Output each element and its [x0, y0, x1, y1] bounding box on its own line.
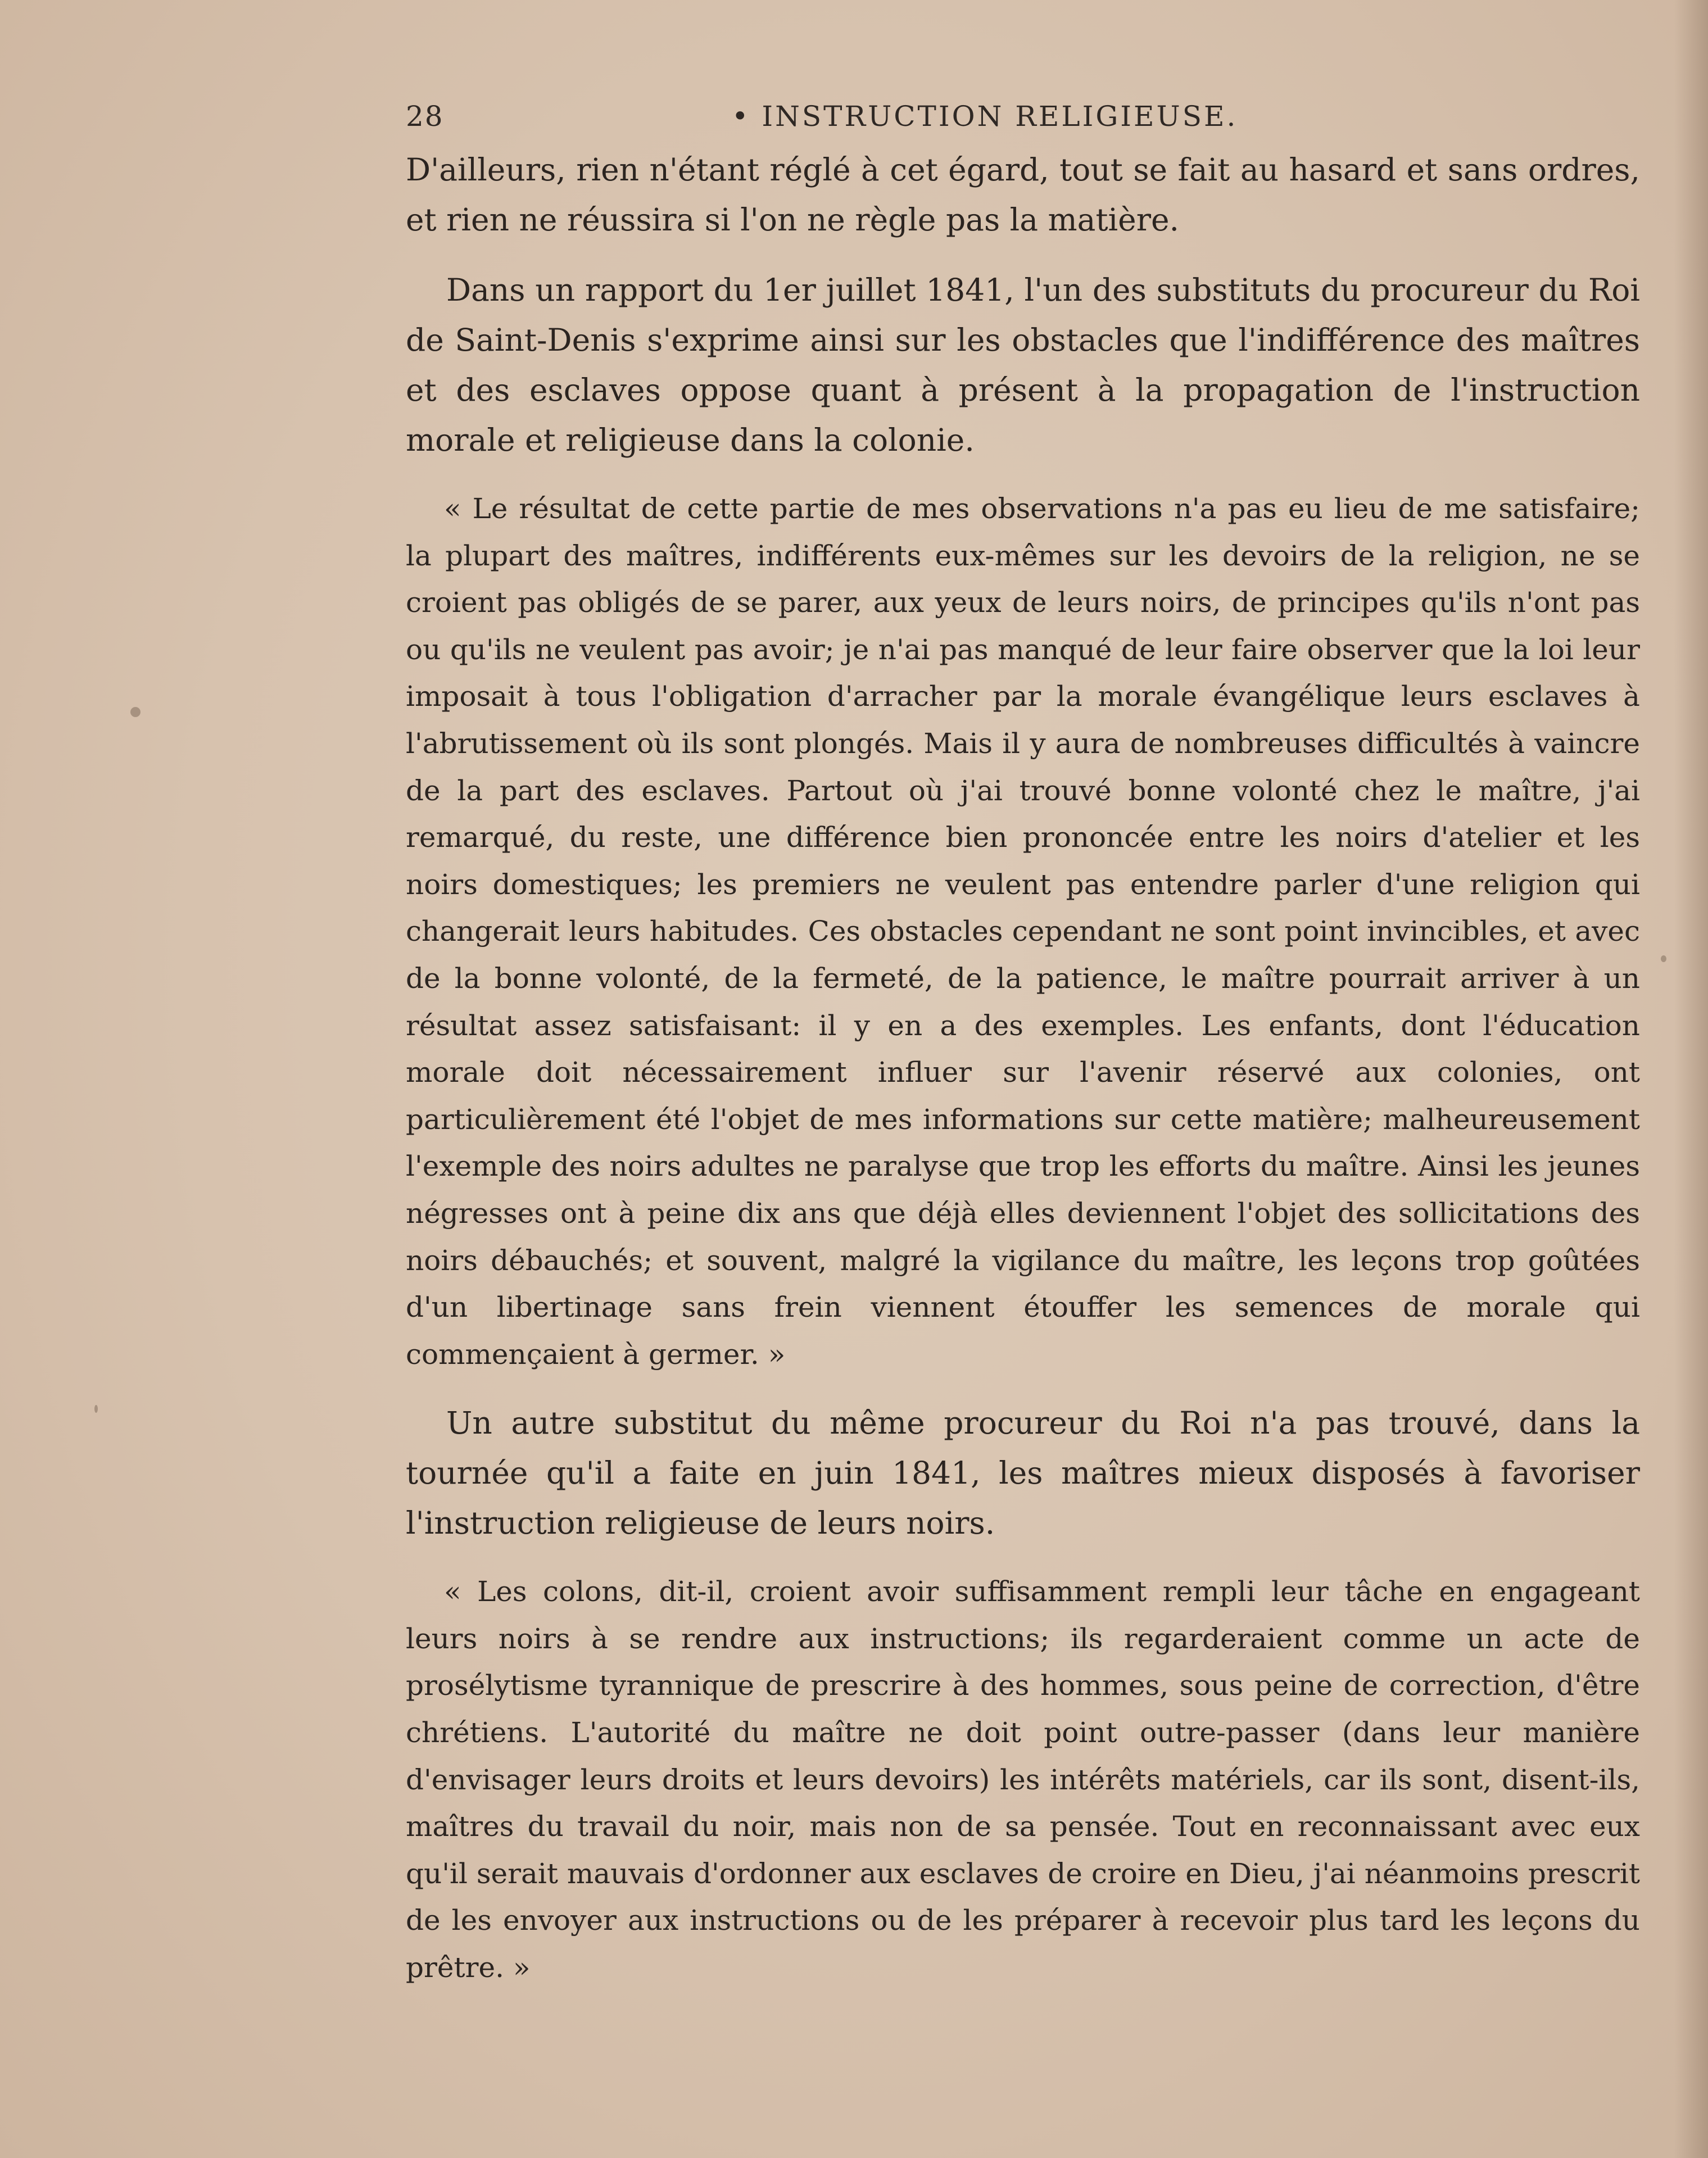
text-block: [406, 145, 1640, 1992]
page-edge-shadow: [1674, 0, 1708, 2158]
paragraph-second-substitute: Un autre substitut du même procureur du Roi n'a pas trouvé, dans la tournée qu'il a faite en juin 1841, les maîtres mieux disposés à favoriser l'instruction religieuse de leurs noirs.: [406, 1405, 1640, 1542]
page-header: [406, 100, 1642, 145]
paper-speck: [130, 707, 141, 717]
paper-speck: [94, 1405, 98, 1413]
quote-first-substitute: « Le résultat de cette partie de mes observations n'a pas eu lieu de me satisfaire; la plupart des maîtres, indifférents eux-mêmes sur les devoirs de la religion, ne se croient pas obligés de se parer, aux yeux de leurs noirs, de principes qu'ils n'ont pas ou qu'ils ne veulent pas avoir; je n'ai pas manqué de leur faire observer que la loi leur imposait à tous l'obligation d'arracher par la morale évangélique leurs esclaves à l'abrutissement où ils sont plongés. Mais il y aura de nombreuses difficultés à vaincre de la part des esclaves. Partout où j'ai trouvé bonne volonté chez le maître, j'ai remarqué, du reste, une différence bien prononcée entre les noirs d'atelier et les noirs domestiques; les premiers ne veulent pas entendre parler d'une religion qui changerait leurs habitudes. Ces obstacles cependant ne sont point invincibles, et avec de la bonne volonté, de la fermeté, de la patience, le maître pourrait arriver à un résultat assez satisfaisant: il y en a des exemples. Les enfants, dont l'éducation morale doit nécessairement influer sur l'avenir réservé aux colonies, ont particulièrement été l'objet de mes informations sur cette matière; malheureusement l'exemple des noirs adultes ne paralyse que trop les efforts du maître. Ainsi les jeunes négresses ont à peine dix ans que déjà elles deviennent l'objet des sollicitations des noirs débauchés; et souvent, malgré la vigilance du maître, les leçons trop goûtées d'un libertinage sans frein viennent étouffer les semences de morale qui commençaient à germer. »: [406, 492, 1640, 1371]
page-number: 28: [406, 100, 444, 133]
paragraph-report-intro: Dans un rapport du 1er juillet 1841, l'un des substituts du procureur du Roi de Saint-Denis s'exprime ainsi sur les obstacles que l'indifférence des maîtres et des esclaves oppose quant à présent à la propagation de l'instruction morale et religieuse dans la colonie.: [406, 272, 1640, 458]
paragraph-continuation: D'ailleurs, rien n'étant réglé à cet égard, tout se fait au hasard et sans ordres, et rien ne réussira si l'on ne règle pas la matière.: [406, 152, 1640, 238]
paper-speck: [1661, 955, 1666, 962]
running-head: • INSTRUCTION RELIGIEUSE.: [732, 100, 1238, 133]
quote-second-substitute: « Les colons, dit-il, croient avoir suffisamment rempli leur tâche en engageant leurs noirs à se rendre aux instructions; ils regarderaient comme un acte de prosélytisme tyrannique de prescrire à des hommes, sous peine de correction, d'être chrétiens. L'autorité du maître ne doit point outre-passer (dans leur manière d'envisager leurs droits et leurs devoirs) les intérêts matériels, car ils sont, disent-ils, maîtres du travail du noir, mais non de sa pensée. Tout en reconnaissant avec eux qu'il serait mauvais d'ordonner aux esclaves de croire en Dieu, j'ai néanmoins prescrit de les envoyer aux instructions ou de les préparer à recevoir plus tard les leçons du prêtre. »: [406, 1575, 1640, 1984]
